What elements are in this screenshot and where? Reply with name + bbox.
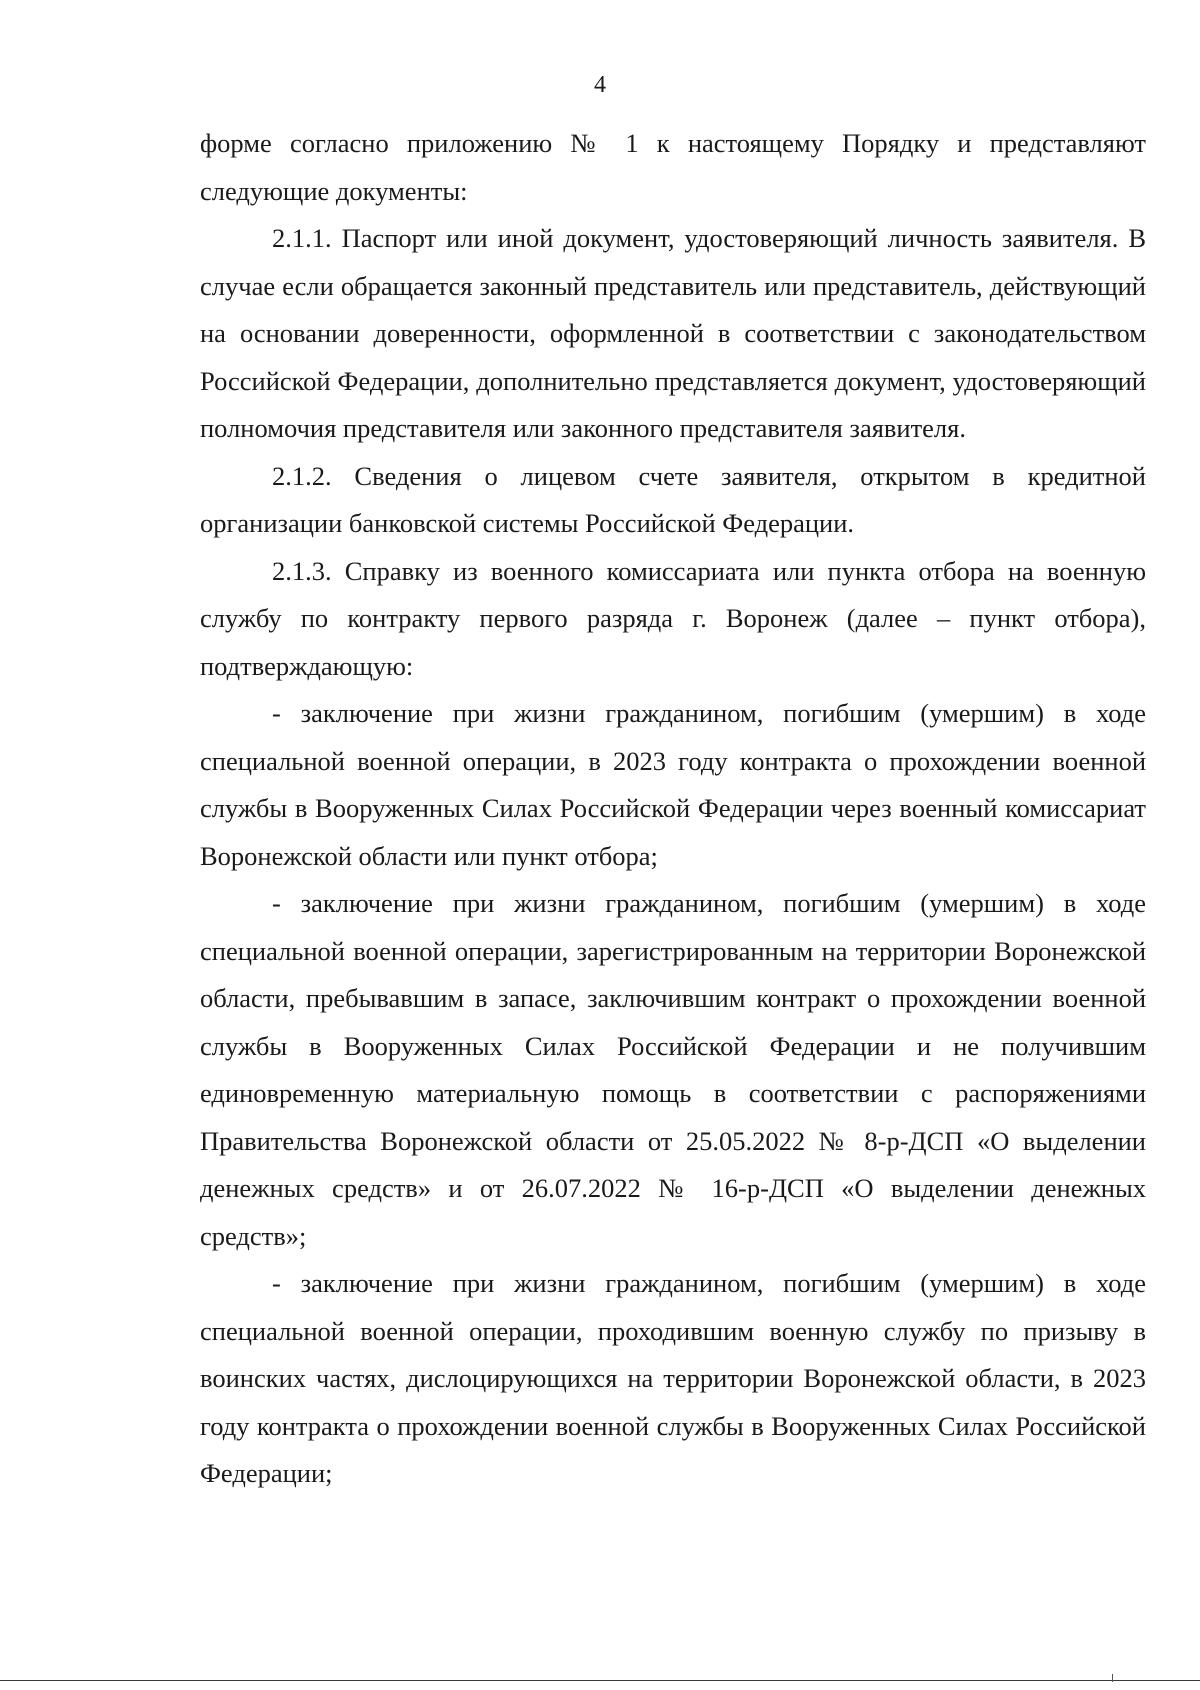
paragraph-continuation: форме согласно приложению № 1 к настоящему Порядку и представляют следующие документы:	[200, 128, 1146, 206]
scan-bottom-rule	[0, 1680, 1200, 1681]
scan-rule-tick	[1112, 1674, 1113, 1682]
paragraph-2-1-1: 2.1.1. Паспорт или иной документ, удостоверяющий личность заявителя. В случае если обращается законный представитель или представитель, действующий на основании доверенности, оформленной в соответствии с законодательством Российской Федерации, дополнительно представляется документ, удостоверяющий полномочия представителя или законного представителя заявителя.	[200, 223, 1146, 443]
list-item-reserve-contract: - заключение при жизни гражданином, погибшим (умершим) в ходе специальной военной операции, зарегистрированным на территории Воронежской области, пребывавшим в запасе, заключившим контракт о прохождении военной службы в Вооруженных Силах Российской Федерации и не получившим единовременную материальную помощь в соответствии с распоряжениями Правительства Воронежской области от 25.05.2022 № 8-р-ДСП «О выделении денежных средств» и от 26.07.2022 № 16-р-ДСП «О выделении денежных средств»;	[200, 888, 1146, 1251]
list-item-contract-2023: - заключение при жизни гражданином, погибшим (умершим) в ходе специальной военной операции, в 2023 году контракта о прохождении военной службы в Вооруженных Силах Российской Федерации через военный комиссариат Воронежской области или пункт отбора;	[200, 698, 1146, 871]
paragraph-2-1-3: 2.1.3. Справку из военного комиссариата или пункта отбора на военную службу по контракту первого разряда г. Воронеж (далее – пункт отбора), подтверждающую:	[200, 555, 1146, 681]
document-body	[200, 120, 1146, 1498]
list-item-conscript-contract: - заключение при жизни гражданином, погибшим (умершим) в ходе специальной военной операции, проходившим военную службу по призыву в воинских частях, дислоцирующихся на территории Воронежской области, в 2023 году контракта о прохождении военной службы в Вооруженных Силах Российской Федерации;	[200, 1268, 1146, 1488]
paragraph-2-1-2: 2.1.2. Сведения о лицевом счете заявителя, открытом в кредитной организации банковской системы Российской Федерации.	[200, 460, 1146, 538]
page-number: 4	[594, 72, 606, 98]
